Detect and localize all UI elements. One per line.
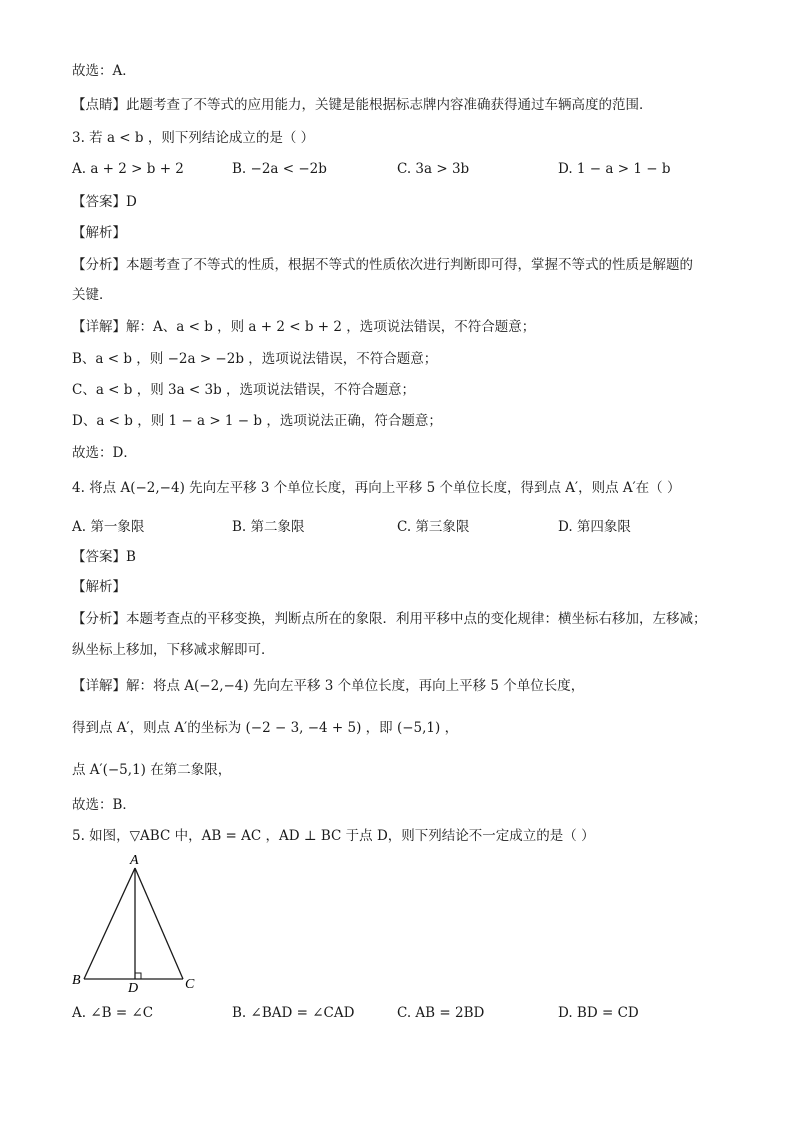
analysis-4-a: 【分析】本题考查点的平移变换，判断点所在的象限．利用平移中点的变化规律：横坐标右移加，左移减；	[72, 611, 707, 627]
q5-option-a: A. ∠B = ∠C	[72, 1005, 154, 1021]
analysis-3-a: 【分析】本题考查了不等式的性质，根据不等式的性质依次进行判断即可得，掌握不等式的性质是解题的	[72, 257, 693, 273]
question-4: 4. 将点 A(−2,−4) 先向左平移 3 个单位长度，再向上平移 5 个单位长度，得到点 A′，则点 A′在（ ）	[72, 480, 681, 496]
dianjing-note: 【点睛】此题考查了不等式的应用能力，关键是能根据标志牌内容准确获得通过车辆高度的范围．	[72, 97, 653, 113]
analysis-4-b: 纵坐标上移加，下移减求解即可．	[72, 642, 275, 658]
answer-4: 【答案】B	[72, 549, 136, 565]
label-a: A	[130, 853, 139, 868]
question-3: 3. 若 a < b ，则下列结论成立的是（ ）	[72, 130, 315, 146]
label-b: B	[72, 973, 81, 988]
detail-4-c: 点 A′(−5,1) 在第二象限，	[72, 762, 232, 778]
detail-3-a: 【详解】解：A、a < b ，则 a + 2 < b + 2 ，选项说法错误，不符合题意；	[72, 319, 536, 335]
question-5: 5. 如图，▽ABC 中，AB = AC ，AD ⊥ BC 于点 D，则下列结论不一定成立的是（ ）	[72, 828, 595, 844]
q4-option-a: A. 第一象限	[72, 519, 145, 535]
q3-option-b: B. −2a < −2b	[232, 161, 327, 177]
detail-4-b: 得到点 A′，则点 A′的坐标为 (−2 − 3, −4 + 5) ，即 (−5,1) ，	[72, 720, 459, 736]
answer-3: 【答案】D	[72, 194, 137, 210]
q3-option-a: A. a + 2 > b + 2	[72, 161, 184, 177]
q3-option-d: D. 1 − a > 1 − b	[558, 161, 671, 177]
side-ac	[135, 868, 183, 979]
detail-3-c: C、a < b ，则 3a < 3b ，选项说法错误，不符合题意；	[72, 382, 416, 398]
detail-3-d: D、a < b ，则 1 − a > 1 − b ，选项说法正确，符合题意；	[72, 413, 442, 429]
choice-4: 故选：B．	[72, 797, 136, 813]
q5-option-c: C. AB = 2BD	[397, 1005, 485, 1021]
q4-option-b: B. 第二象限	[232, 519, 305, 535]
triangle-figure	[72, 852, 212, 992]
label-c: C	[185, 977, 195, 992]
analysis-3-heading: 【解析】	[72, 225, 126, 241]
choice-3: 故选：D．	[72, 445, 137, 461]
q5-option-d: D. BD = CD	[558, 1005, 639, 1021]
analysis-4-heading: 【解析】	[72, 579, 126, 595]
text-line: 故选：A．	[72, 63, 136, 79]
q4-option-c: C. 第三象限	[397, 519, 470, 535]
label-d: D	[128, 981, 139, 992]
side-ab	[84, 868, 135, 979]
q4-option-d: D. 第四象限	[558, 519, 631, 535]
detail-3-b: B、a < b ，则 −2a > −2b ，选项说法错误，不符合题意；	[72, 351, 438, 367]
q5-option-b: B. ∠BAD = ∠CAD	[232, 1005, 355, 1021]
right-angle-mark	[135, 973, 141, 979]
detail-4-a: 【详解】解：将点 A(−2,−4) 先向左平移 3 个单位长度，再向上平移 5 个单位长度，	[72, 678, 585, 694]
q3-option-c: C. 3a > 3b	[397, 161, 470, 177]
analysis-3-b: 关键．	[72, 287, 113, 303]
